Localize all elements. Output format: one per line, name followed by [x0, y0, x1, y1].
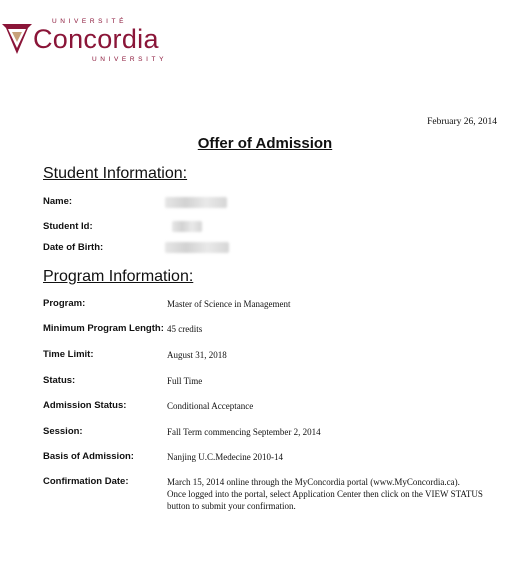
- confirmation-instruction-line: Once logged into the portal, select Application Center then click on the VIEW STATUS: [167, 489, 483, 499]
- name-value-redacted: [165, 197, 227, 208]
- program-label: Program:: [43, 298, 86, 309]
- concordia-logo: [0, 14, 190, 70]
- confirmation-instruction-line: button to submit your confirmation.: [167, 501, 296, 511]
- time-limit-label: Time Limit:: [43, 349, 94, 360]
- concordia-shield-icon: [0, 20, 34, 58]
- dob-value-redacted: [165, 242, 229, 253]
- basis-of-admission-label: Basis of Admission:: [43, 451, 134, 462]
- name-label: Name:: [43, 196, 73, 207]
- confirmation-date-value: March 15, 2014 online through the MyConcordia portal (www.MyConcordia.ca).: [167, 477, 460, 487]
- program-section-heading: Program Information:: [43, 268, 194, 285]
- time-limit-value: August 31, 2018: [167, 350, 227, 360]
- min-length-value: 45 credits: [167, 324, 203, 334]
- session-value: Fall Term commencing September 2, 2014: [167, 427, 321, 437]
- student-section-heading: Student Information:: [43, 165, 188, 182]
- basis-of-admission-value: Nanjing U.C.Medecine 2010-14: [167, 452, 283, 462]
- logo-top-text: UNIVERSITÉ: [52, 18, 128, 25]
- confirmation-date-label: Confirmation Date:: [43, 476, 129, 487]
- min-length-label: Minimum Program Length:: [43, 323, 164, 334]
- student-id-value-redacted: [172, 221, 202, 232]
- admission-status-label: Admission Status:: [43, 400, 127, 411]
- letter-date: February 26, 2014: [427, 117, 497, 127]
- dob-label: Date of Birth:: [43, 242, 104, 253]
- session-label: Session:: [43, 426, 83, 437]
- status-label: Status:: [43, 375, 76, 386]
- program-value: Master of Science in Management: [167, 299, 291, 309]
- letter-title: [0, 135, 530, 152]
- admission-status-value: Conditional Acceptance: [167, 401, 254, 411]
- logo-bottom-text: UNIVERSITY: [92, 56, 168, 63]
- letter-title-text: Offer of Admission: [197, 135, 333, 152]
- status-value: Full Time: [167, 376, 203, 386]
- logo-brand-text: Concordia: [33, 24, 159, 54]
- student-id-label: Student Id:: [43, 221, 93, 232]
